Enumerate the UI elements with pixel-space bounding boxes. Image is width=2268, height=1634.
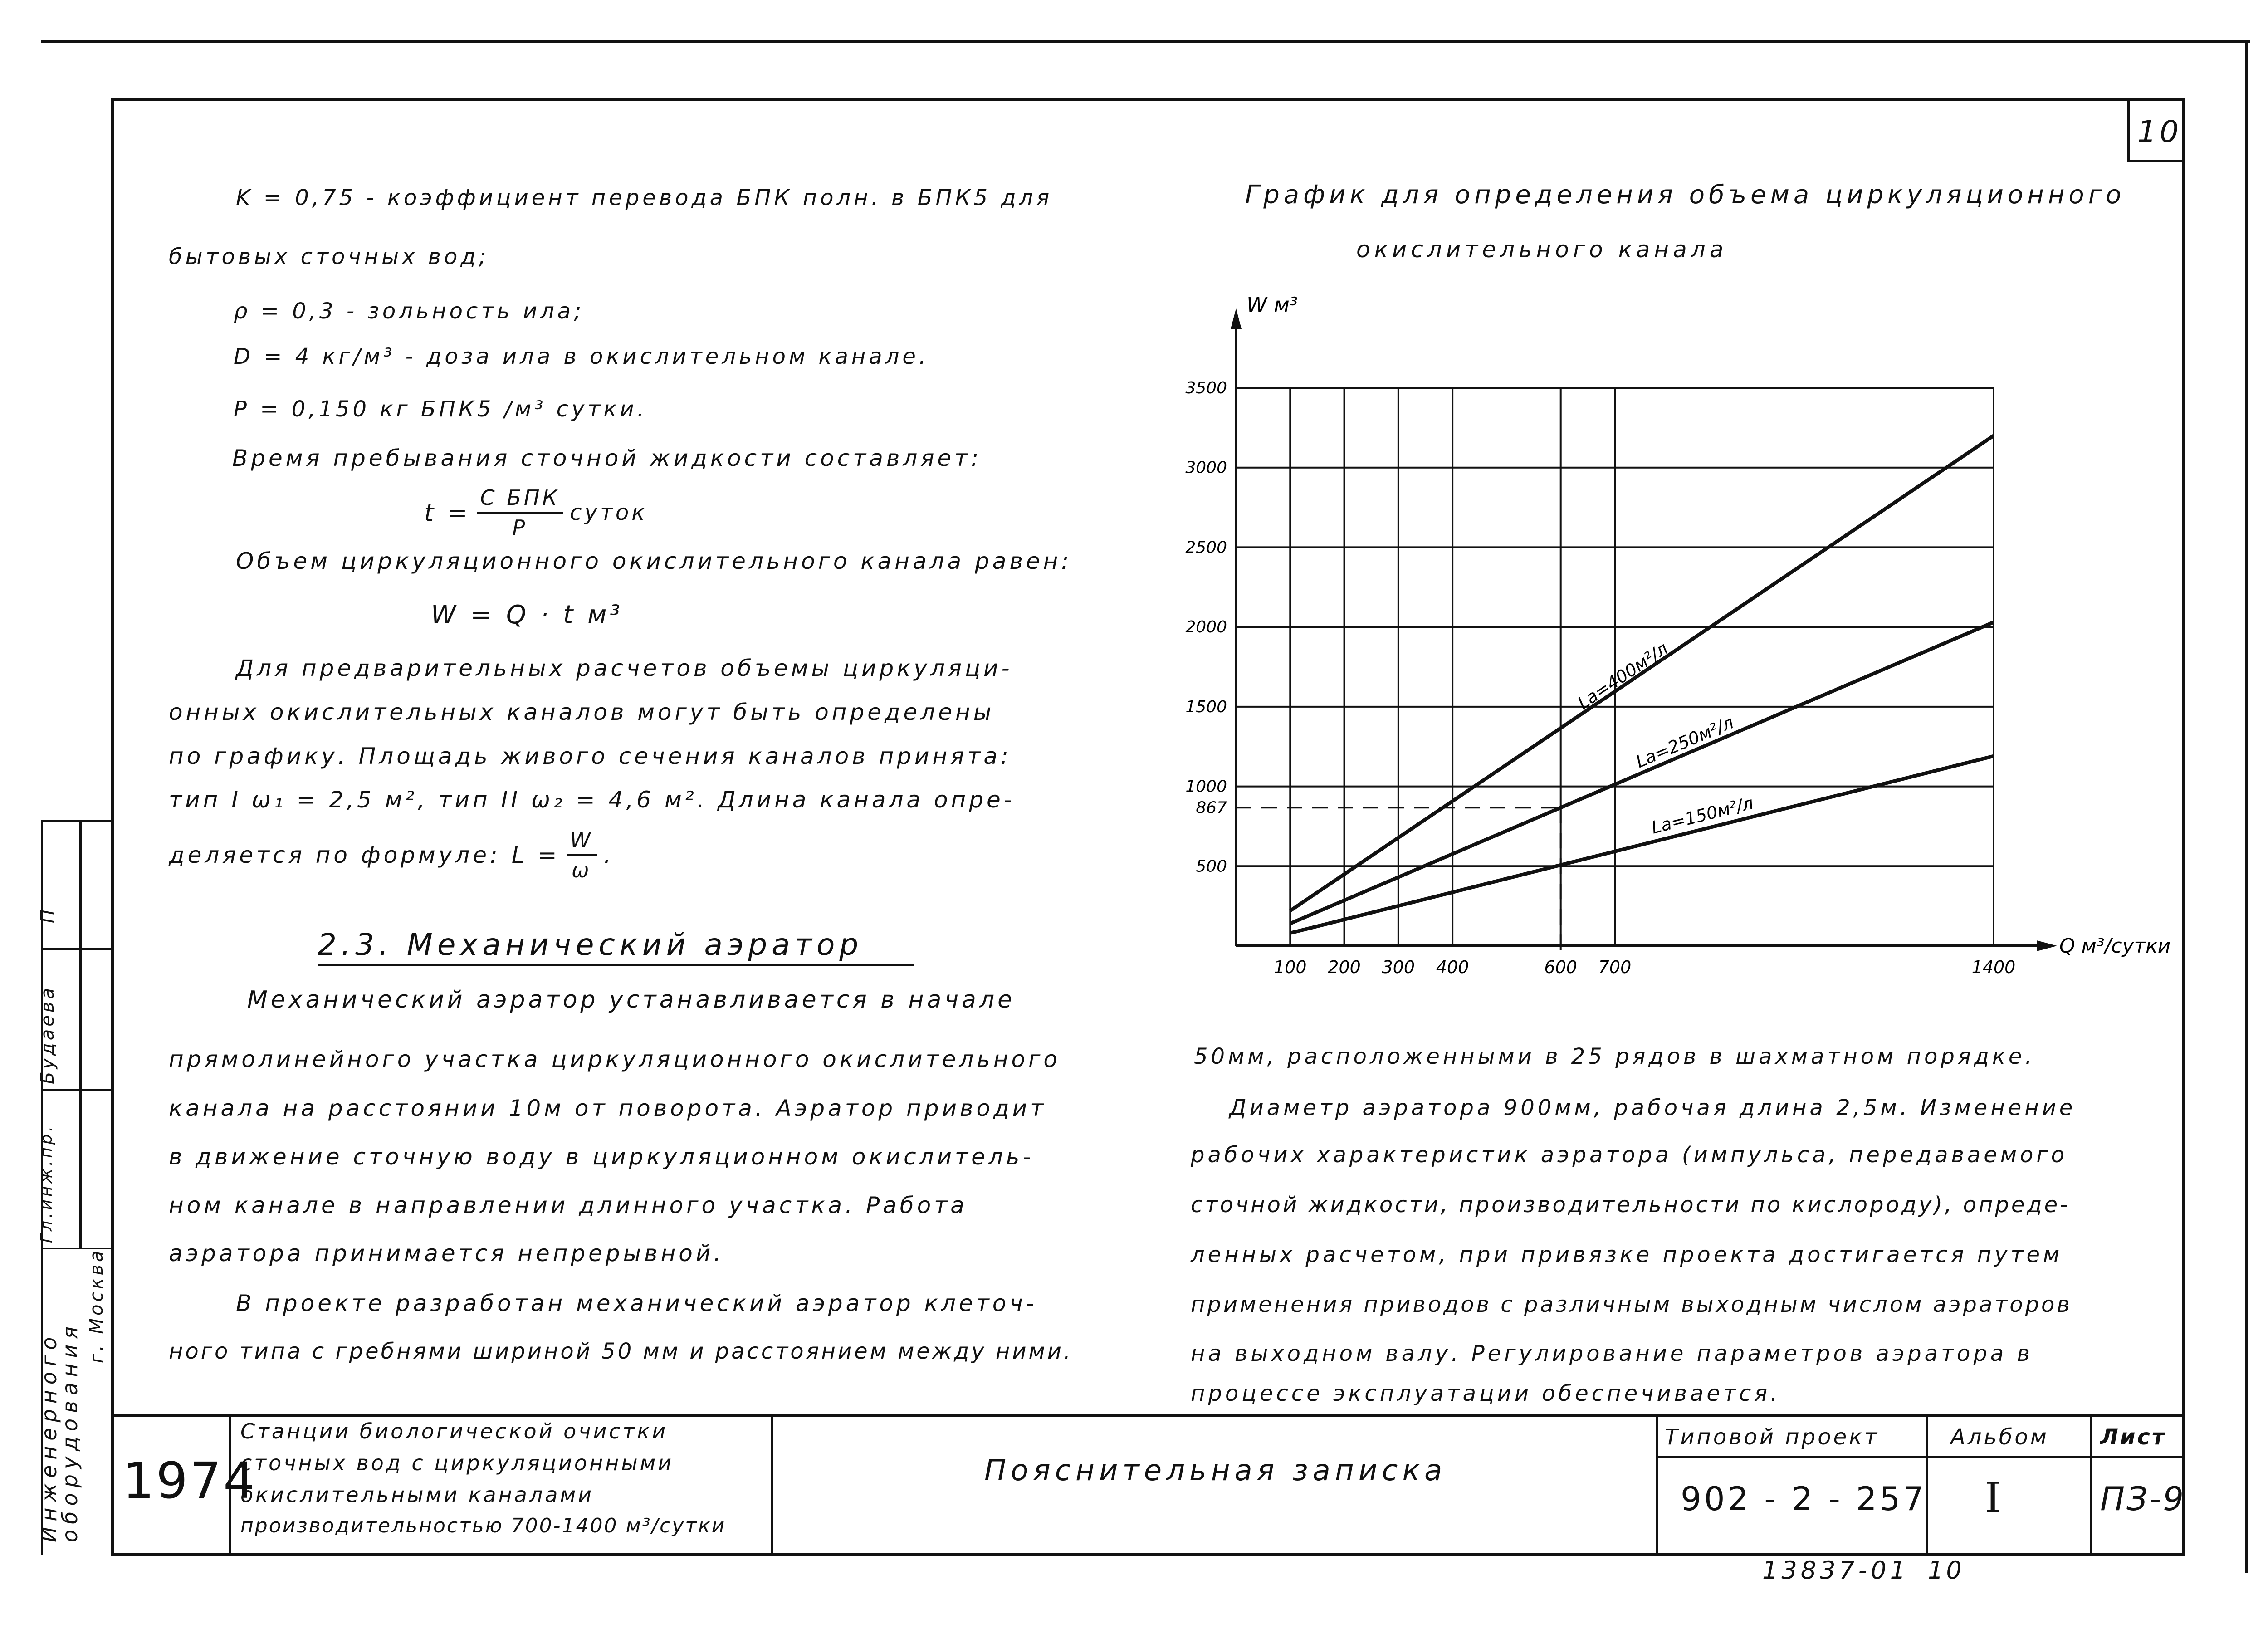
titleblock-row xyxy=(1656,1456,2184,1458)
y-tick-label: 2500 xyxy=(1185,538,1227,557)
stamp-strip-top xyxy=(41,820,113,822)
length-formula-denominator: ω xyxy=(571,858,592,882)
section-heading: 2.3. Механический аэратор xyxy=(318,927,863,962)
series-label: La=150м²/л xyxy=(1649,793,1755,838)
text-line: P = 0,150 кг БПК5 /м³ сутки. xyxy=(234,396,647,422)
y-tick-label: 1000 xyxy=(1185,777,1227,796)
sheet-number: ПЗ-9 xyxy=(2100,1480,2186,1518)
text-line: K = 0,75 - коэффициент перевода БПК полн. в БПК5 для xyxy=(236,185,1053,210)
x-tick-label: 600 xyxy=(1544,957,1577,977)
text-line: применения приводов с различным выходным числом аэраторов xyxy=(1191,1292,2072,1317)
x-tick-label: 400 xyxy=(1436,957,1469,977)
text-line: ρ = 0,3 - зольность ила; xyxy=(234,298,585,324)
x-axis-arrow xyxy=(2037,940,2057,951)
page-number-box-bottom xyxy=(2127,160,2184,162)
x-tick-label: 300 xyxy=(1382,957,1415,977)
series-label: La=250м²/л xyxy=(1633,712,1737,772)
series-label: La=400м²/л xyxy=(1574,638,1672,714)
top-border-line xyxy=(41,40,2250,43)
titleblock-top xyxy=(111,1414,2185,1417)
length-formula-line xyxy=(169,828,614,882)
stamp-role: Гл.инж.пр. xyxy=(37,1123,56,1243)
footer-code: 13837-01 xyxy=(1762,1556,1909,1585)
text-line: ном канале в направлении длинного участка. Работа xyxy=(169,1192,968,1218)
inner-bottom-line xyxy=(111,1553,2185,1556)
project-label: Типовой проект xyxy=(1665,1424,1880,1450)
titleblock-divider xyxy=(1656,1414,1658,1556)
length-formula-fraction xyxy=(567,828,597,882)
text-line: на выходном валу. Регулирование параметров аэратора в xyxy=(1191,1341,2033,1366)
text-line: сточной жидкости, производительности по кислороду), опреде- xyxy=(1191,1192,2070,1218)
stamp-org: Инженерного оборудования xyxy=(37,1321,82,1542)
formula-t-denominator: P xyxy=(512,515,528,540)
text-line: В проекте разработан механический аэратор клеточ- xyxy=(236,1290,1037,1316)
right-border-line xyxy=(2245,40,2248,1573)
text-line: Механический аэратор устанавливается в начале xyxy=(247,986,1016,1013)
stamp-sign: П xyxy=(37,906,58,923)
chart-title-line2: окислительного канала xyxy=(1356,236,1728,263)
formula-t-numerator: C БПК xyxy=(477,485,564,514)
y-tick-label: 500 xyxy=(1196,857,1227,876)
text-line: тип I ω₁ = 2,5 м², тип II ω₂ = 4,6 м². Длина канала опре- xyxy=(169,787,1015,813)
y-axis-arrow xyxy=(1231,308,1242,329)
stamp-strip-row xyxy=(41,948,113,950)
text-line: 50мм, расположенными в 25 рядов в шахматном порядке. xyxy=(1194,1044,2035,1069)
document-title: Пояснительная записка xyxy=(984,1454,1447,1487)
length-formula-numerator: W xyxy=(567,828,597,856)
album-label: Альбом xyxy=(1950,1424,2049,1450)
formula-t-right: суток xyxy=(570,500,648,525)
stamp-name: Будаева xyxy=(37,985,58,1084)
length-formula-symbol: L = xyxy=(511,842,560,868)
text-line: Для предварительных расчетов объемы циркуляци- xyxy=(236,655,1013,681)
text-line: аэратора принимается непрерывной. xyxy=(169,1240,724,1267)
text-line: Объем циркуляционного окислительного канала равен: xyxy=(236,548,1072,574)
length-formula-text: деляется по формуле: xyxy=(169,842,501,868)
titleblock-desc: сточных вод с циркуляционными xyxy=(240,1451,674,1475)
footer-number: 10 xyxy=(1928,1556,1965,1585)
x-tick-label: 700 xyxy=(1598,957,1632,977)
page-number: 10 xyxy=(2137,114,2182,149)
text-line: рабочих характеристик аэратора (импульса, передаваемого xyxy=(1191,1142,2068,1168)
stamp-city: г. Москва xyxy=(86,1248,107,1363)
inner-top-line xyxy=(111,98,2184,101)
sheet-label: Лист xyxy=(2100,1424,2166,1450)
stamp-strip-row xyxy=(41,1089,113,1091)
y-tick-label: 2000 xyxy=(1185,618,1227,637)
series-line xyxy=(1290,435,1994,910)
inner-right-line xyxy=(2182,98,2185,1556)
formula-t-left: t = xyxy=(424,498,470,527)
series-line xyxy=(1290,622,1994,924)
formula-w: W = Q · t м³ xyxy=(431,600,623,630)
y-tick-label: 867 xyxy=(1196,798,1227,817)
text-line: по графику. Площадь живого сечения каналов принята: xyxy=(169,743,1012,769)
page-number-box-left xyxy=(2127,98,2130,161)
chart-ylabel: W м³ xyxy=(1246,293,1298,317)
section-heading-underline xyxy=(318,964,914,966)
text-line: Время пребывания сточной жидкости составляет: xyxy=(232,445,982,471)
y-tick-label: 3000 xyxy=(1185,458,1227,477)
text-line: бытовых сточных вод; xyxy=(169,244,489,269)
text-line: онных окислительных каналов могут быть определены xyxy=(169,699,995,725)
text-line: канала на расстоянии 10м от поворота. Аэратор приводит xyxy=(169,1095,1047,1121)
inner-left-line xyxy=(111,98,114,1556)
titleblock-divider xyxy=(2090,1414,2092,1556)
text-line: в движение сточную воду в циркуляционном окислитель- xyxy=(169,1144,1034,1170)
y-tick-label: 3500 xyxy=(1185,379,1227,397)
x-tick-label: 1400 xyxy=(1971,957,2016,977)
project-number: 902 - 2 - 257 xyxy=(1681,1480,1927,1518)
formula-t xyxy=(424,485,647,540)
series-line xyxy=(1290,756,1994,933)
text-line: прямолинейного участка циркуляционного окислительного xyxy=(169,1046,1061,1072)
titleblock-year: 1974 xyxy=(122,1452,257,1510)
text-line: D = 4 кг/м³ - доза ила в окислительном канале. xyxy=(234,344,929,369)
text-line: ленных расчетом, при привязке проекта достигается путем xyxy=(1191,1242,2063,1267)
titleblock-desc: Станции биологической очистки xyxy=(240,1419,668,1443)
chart-title-line1: График для определения объема циркуляционного xyxy=(1245,180,2126,210)
text-line: ного типа с гребнями шириной 50 мм и расстоянием между ними. xyxy=(169,1339,1073,1364)
x-tick-label: 200 xyxy=(1328,957,1361,977)
chart-xlabel: Q м³/сутки xyxy=(2059,934,2171,958)
stamp-strip-divider xyxy=(79,820,82,1249)
titleblock-desc: производительностью 700-1400 м³/сутки xyxy=(240,1514,726,1537)
album-number: I xyxy=(1984,1473,2001,1522)
formula-t-fraction xyxy=(477,485,564,540)
text-line: Диаметр аэратора 900мм, рабочая длина 2,5м. Изменение xyxy=(1229,1095,2076,1120)
titleblock-desc: окислительными каналами xyxy=(240,1482,594,1507)
y-tick-label: 1500 xyxy=(1185,697,1227,716)
x-tick-label: 100 xyxy=(1274,957,1307,977)
length-formula-dot: . xyxy=(604,842,614,868)
titleblock-divider xyxy=(771,1414,773,1556)
text-line: процессе эксплуатации обеспечивается. xyxy=(1191,1381,1781,1406)
